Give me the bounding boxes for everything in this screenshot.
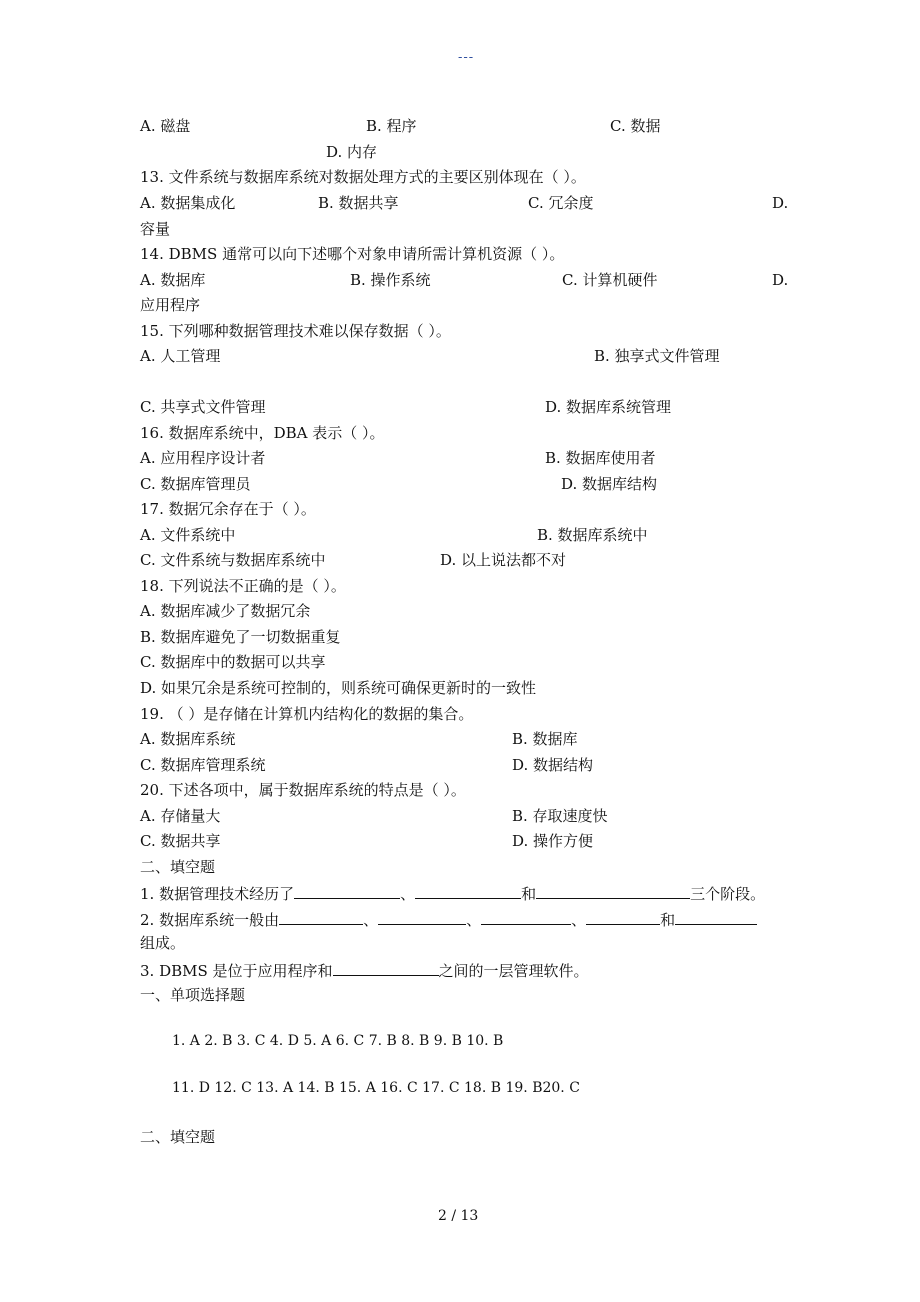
q16-option-a: A. 应用程序设计者 (140, 449, 266, 467)
fill-q3-prefix: 3. DBMS 是位于应用程序和 (140, 962, 333, 980)
fill-q1-prefix: 1. 数据管理技术经历了 (140, 885, 295, 903)
fill-q2 (140, 908, 757, 930)
fill-q2-blank-2[interactable] (378, 908, 466, 925)
q18-option-a: A. 数据库减少了数据冗余 (140, 602, 311, 620)
q15-option-b: B. 独享式文件管理 (594, 347, 720, 365)
fill-q2-end: 组成。 (140, 934, 186, 952)
q17-option-b: B. 数据库系统中 (537, 526, 648, 544)
q17-option-d: D. 以上说法都不对 (440, 551, 567, 569)
q20-option-c: C. 数据共享 (140, 832, 221, 850)
q15-option-c: C. 共享式文件管理 (140, 398, 266, 416)
fill-q2-sep-3: 、 (571, 911, 587, 929)
fill-q2-blank-3[interactable] (481, 908, 571, 925)
fill-q1-blank-2[interactable] (415, 882, 521, 899)
fill-q1-sep1: 、 (400, 885, 416, 903)
q14-option-a: A. 数据库 (140, 271, 206, 289)
q14-option-d-text: 应用程序 (140, 296, 201, 314)
fill-q1-sep2: 和 (521, 885, 537, 903)
answers-row-1: 1. A 2. B 3. C 4. D 5. A 6. C 7. B 8. B 9. B 10. B (172, 1033, 504, 1049)
q17-stem: 17. 数据冗余存在于（ ）。 (140, 500, 316, 518)
q16-option-d: D. 数据库结构 (561, 475, 658, 493)
fill-q3 (140, 959, 589, 981)
fill-q3-suffix: 之间的一层管理软件。 (438, 962, 589, 980)
fill-q2-blank-4[interactable] (586, 908, 660, 925)
q14-stem: 14. DBMS 通常可以向下述哪个对象申请所需计算机资源（ ）。 (140, 245, 565, 263)
q17-option-a: A. 文件系统中 (140, 526, 236, 544)
q12-option-b: B. 程序 (366, 117, 417, 135)
q13-stem: 13. 文件系统与数据库系统对数据处理方式的主要区别体现在（ ）。 (140, 168, 586, 186)
fill-q3-blank[interactable] (333, 959, 439, 976)
q12-option-a: A. 磁盘 (140, 117, 191, 135)
q12-option-c: C. 数据 (610, 117, 661, 135)
q19-option-b: B. 数据库 (512, 730, 578, 748)
q20-option-a: A. 存储量大 (140, 807, 221, 825)
q18-option-b: B. 数据库避免了一切数据重复 (140, 628, 341, 646)
q18-stem: 18. 下列说法不正确的是（ ）。 (140, 577, 346, 595)
q13-option-b: B. 数据共享 (318, 194, 399, 212)
header-mark: --- (458, 50, 475, 65)
fill-q1-blank-1[interactable] (294, 882, 400, 899)
q15-option-d: D. 数据库系统管理 (545, 398, 672, 416)
fill-q1 (140, 882, 765, 904)
fill-q2-blank-5[interactable] (675, 908, 757, 925)
answers-row-2: 11. D 12. C 13. A 14. B 15. A 16. C 17. C 18. B 19. B20. C (172, 1080, 580, 1096)
fill-q1-blank-3[interactable] (536, 882, 690, 899)
fill-q2-and: 和 (660, 911, 676, 929)
fill-q1-suffix: 三个阶段。 (690, 885, 766, 903)
q19-option-c: C. 数据库管理系统 (140, 756, 266, 774)
fill-heading: 二、填空题 (140, 858, 216, 876)
q17-option-c: C. 文件系统与数据库系统中 (140, 551, 326, 569)
q16-stem: 16. 数据库系统中，DBA 表示（ ）。 (140, 424, 385, 442)
fill-q2-blank-1[interactable] (279, 908, 363, 925)
q15-stem: 15. 下列哪种数据管理技术难以保存数据（ ）。 (140, 322, 451, 340)
q20-stem: 20. 下述各项中，属于数据库系统的特点是（ ）。 (140, 781, 466, 799)
q18-option-c: C. 数据库中的数据可以共享 (140, 653, 326, 671)
page-number: 2 / 13 (438, 1208, 479, 1224)
fill-q2-prefix: 2. 数据库系统一般由 (140, 911, 280, 929)
fill-q2-sep-1: 、 (363, 911, 379, 929)
q14-option-b: B. 操作系统 (350, 271, 431, 289)
q16-option-c: C. 数据库管理员 (140, 475, 251, 493)
fill-q2-sep-2: 、 (466, 911, 482, 929)
answers-fill-heading: 二、填空题 (140, 1128, 216, 1146)
q19-option-d: D. 数据结构 (512, 756, 594, 774)
q13-option-d-text: 容量 (140, 220, 171, 238)
q13-option-a: A. 数据集成化 (140, 194, 236, 212)
q20-option-d: D. 操作方便 (512, 832, 594, 850)
answers-heading: 一、单项选择题 (140, 986, 246, 1004)
q13-option-d-prefix: D. (772, 194, 789, 212)
q19-option-a: A. 数据库系统 (140, 730, 236, 748)
q13-option-c: C. 冗余度 (528, 194, 594, 212)
q18-option-d: D. 如果冗余是系统可控制的，则系统可确保更新时的一致性 (140, 679, 537, 697)
q14-option-d-prefix: D. (772, 271, 789, 289)
q12-option-d: D. 内存 (326, 143, 378, 161)
q16-option-b: B. 数据库使用者 (545, 449, 656, 467)
q15-option-a: A. 人工管理 (140, 347, 221, 365)
q14-option-c: C. 计算机硬件 (562, 271, 658, 289)
q20-option-b: B. 存取速度快 (512, 807, 608, 825)
q19-stem: 19. （ ）是存储在计算机内结构化的数据的集合。 (140, 705, 474, 723)
